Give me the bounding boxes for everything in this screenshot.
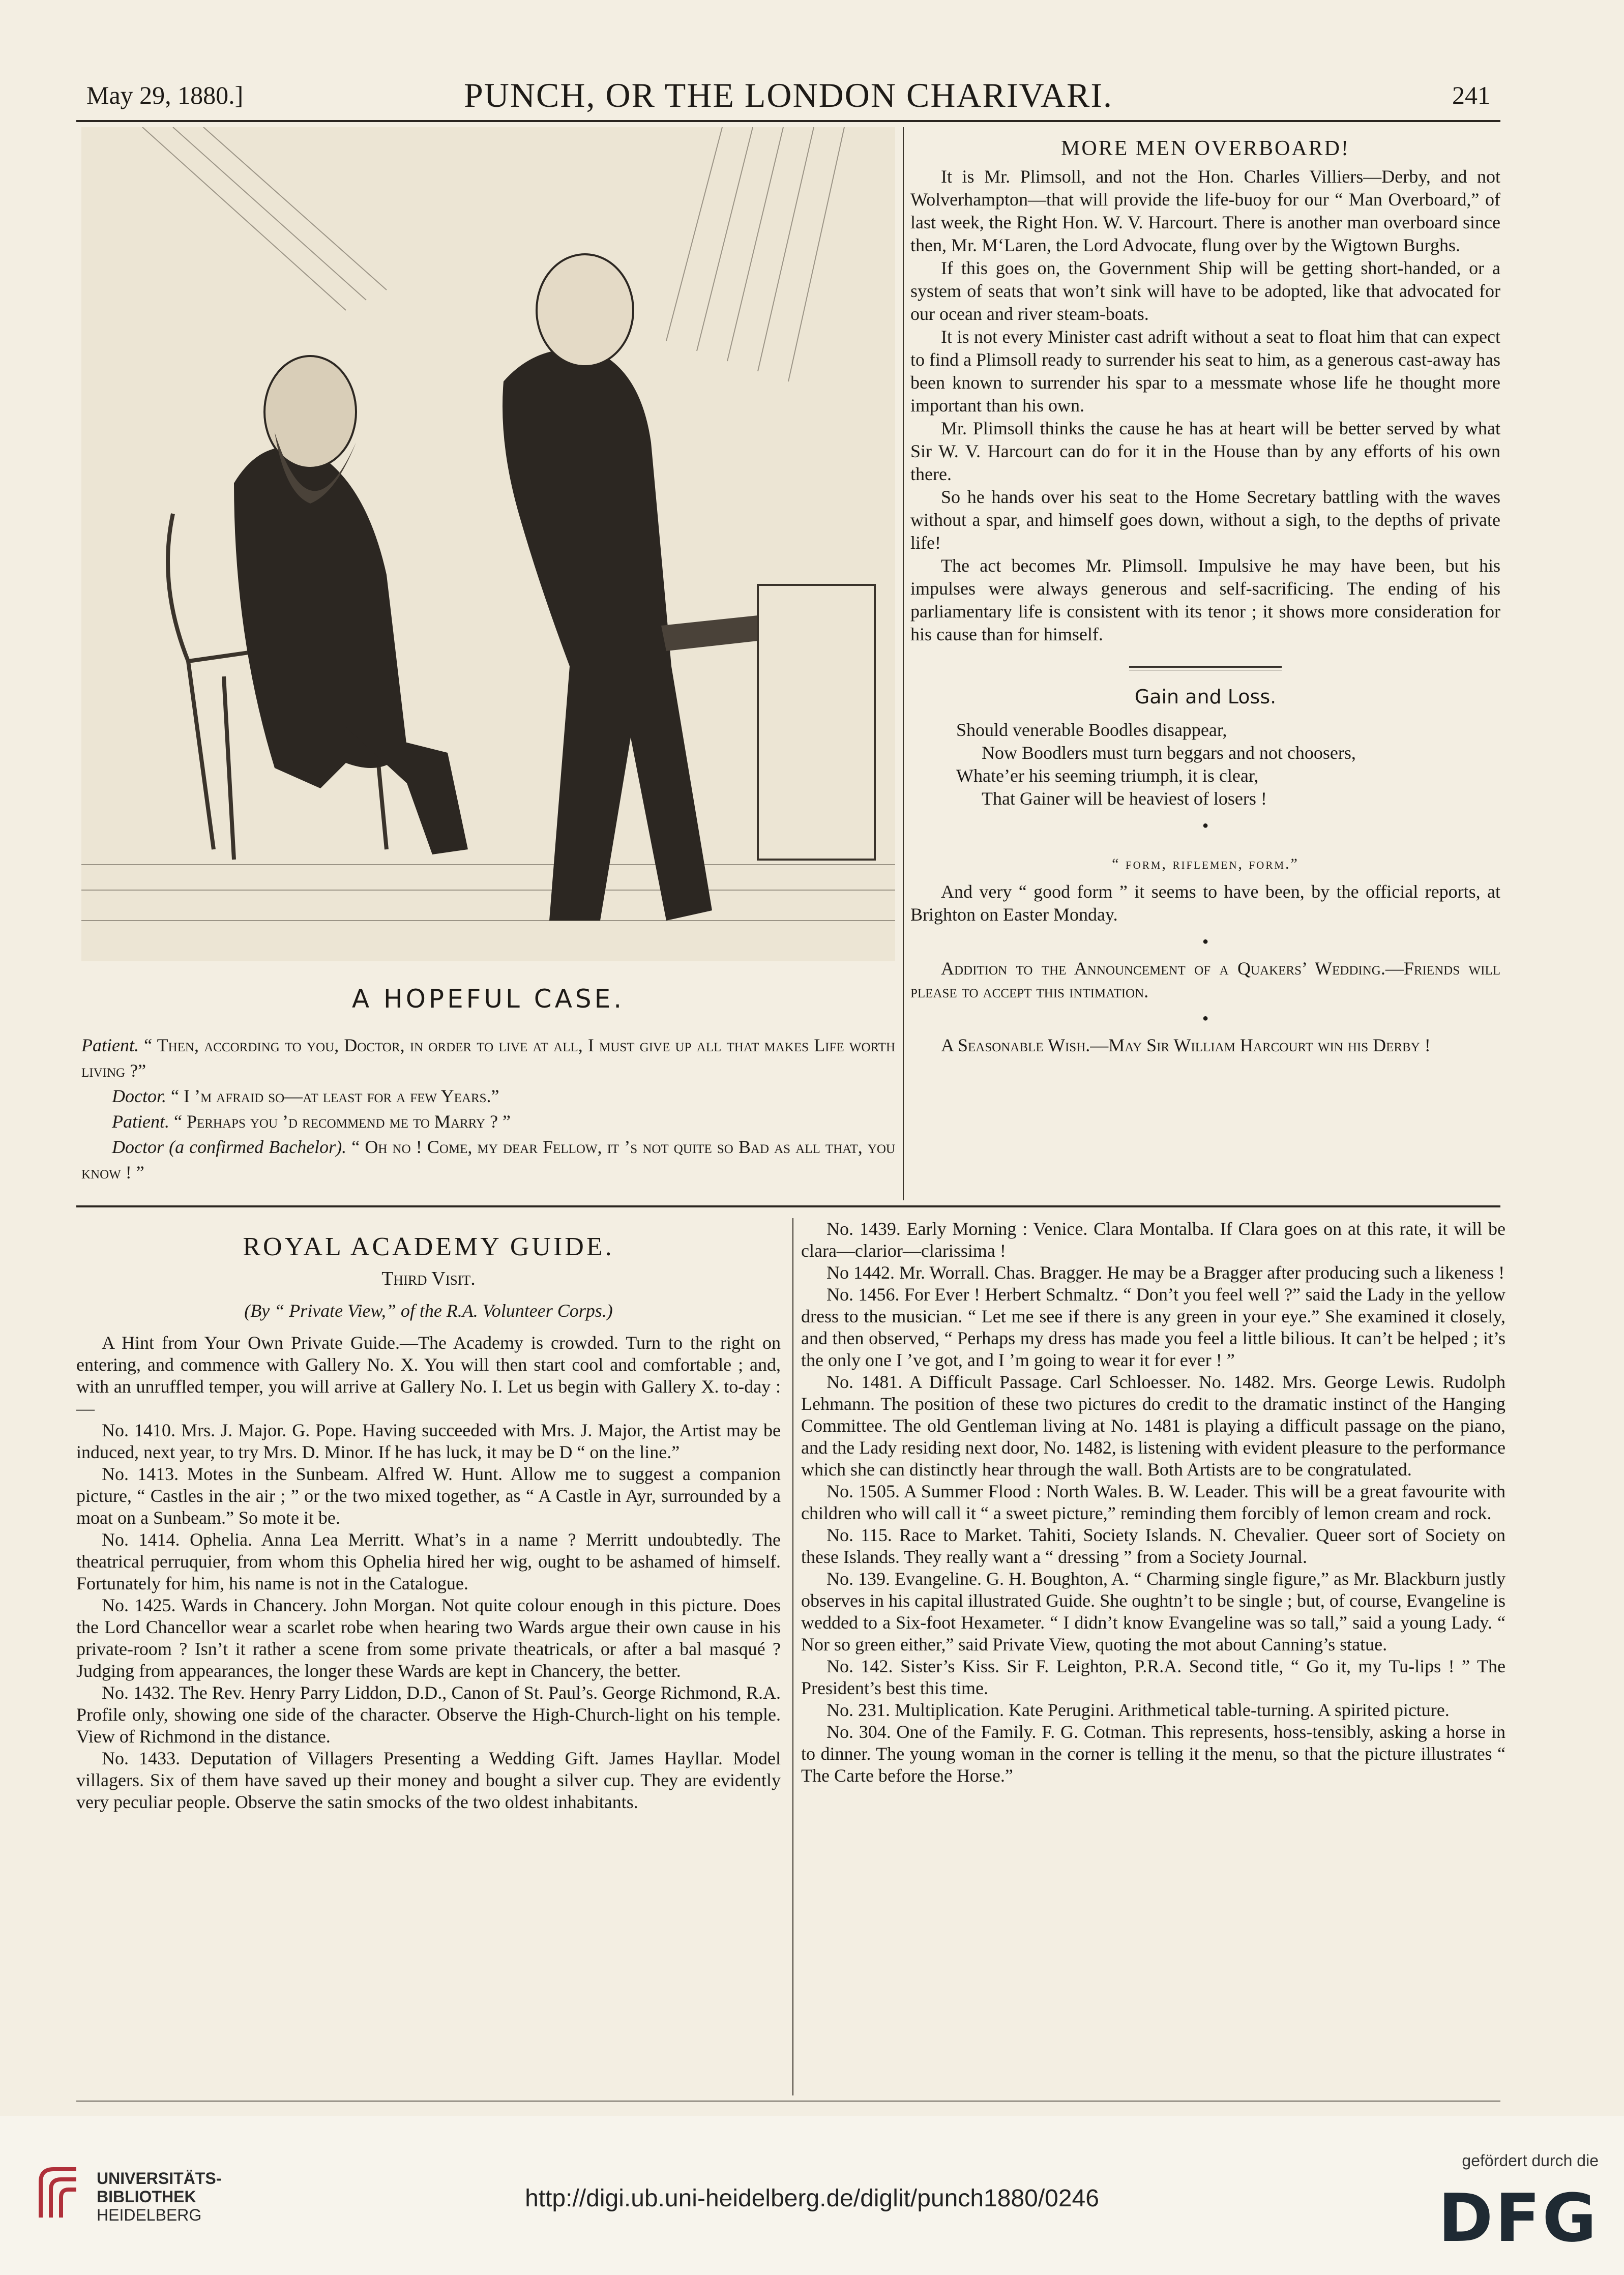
right-column [910,127,1500,1057]
poem-line: Whate’er his seeming triumph, it is clear, [956,765,1259,786]
section-rule [1129,666,1282,670]
academy-paragraph: No. 231. Multiplication. Kate Perugini. Arithmetical table-turning. A spirited picture. [826,1700,1450,1720]
academy-paragraph: No. 115. Race to Market. Tahiti, Society Islands. N. Chevalier. Queer sort of Society on these Islands. They really want a “ dressing ” from a Society Journal. [801,1525,1505,1567]
separator-dot: ● [1202,936,1209,947]
separator-dot: ● [1202,820,1209,831]
poem-line: That Gainer will be heaviest of losers ! [982,788,1267,809]
wish-paragraph: A Seasonable Wish.—May Sir William Harcourt win his Derby ! [941,1035,1431,1055]
issue-date: May 29, 1880.] [86,81,244,109]
academy-paragraph: No. 139. Evangeline. G. H. Boughton, A. “ Charming single figure,” as Mr. Blackburn justly observes in his capital illustrated Guide. She oughtn’t to be single ; but, of course, Evangeline is wedded to a Six-foot Hexameter. “ I didn’t know Evangeline was so tall,” said a young Lady. “ Nor so green either,” said Private View, quoting the mot about Canning’s statue. [801,1569,1505,1654]
riflemen-title: “ form, riflemen, form.” [1112,855,1299,872]
cartoon-illustration [81,127,895,961]
academy-guide-left [76,1218,781,1813]
library-name: UNIVERSITÄTS- BIBLIOTHEK HEIDELBERG [97,2169,222,2224]
article-paragraph: If this goes on, the Government Ship will be getting short-handed, or a system of seats that won’t sink will have to be adopted, like that advocated for our ocean and river steam-boats. [910,258,1500,324]
academy-paragraph: No. 1481. A Difficult Passage. Carl Schloesser. No. 1482. Mrs. George Lewis. Rudolph Lehmann. The position of these two pictures do credit to the dramatic instinct of the Hanging Committee. The old Gentleman living at No. 1481 is playing a difficult passage on the piano, and the Lady residing next door, No. 1482, is listening with evident pleasure to the performance which she can distinctly hear through the wall. Both Artists are to be congratulated. [801,1372,1505,1480]
permalink-url[interactable]: http://digi.ub.uni-heidelberg.de/diglit/punch1880/0246 [525,2185,1099,2212]
caption-line: Doctor. “ I ’m afraid so—at least for a few Years.” [112,1086,499,1106]
academy-paragraph: No. 1414. Ophelia. Anna Lea Merritt. What’s in a name ? Merritt undoubtedly. The theatrical perruquier, from whom this Ophelia hired her wig, ought to be ashamed of himself. Fortunately for him, his name is not in the Catalogue. [76,1529,781,1593]
dfg-logo: DFG [1438,2179,1599,2257]
page-header [76,71,1500,117]
academy-title: ROYAL ACADEMY GUIDE. [243,1232,614,1261]
article-paragraph: The act becomes Mr. Plimsoll. Impulsive he may have been, but his impulses were always generous and self-sacrificing. The ending of his parliamentary life is consistent with its tenor ; it shows more consideration for his cause than for himself. [910,555,1500,644]
column-rule [903,127,904,1200]
academy-paragraph: No. 1456. For Ever ! Herbert Schmaltz. “ Don’t you feel well ?” said the Lady in the yellow dress to the musician. “ Let me see if there is any green in your eye.” She examined it closely, and then observed, “ Perhaps my dress has made you feel a little bilious. It can’t be helped ; it’s the only one I ’ve got, and I ’m going to wear it for ever ! ” [801,1284,1505,1370]
addition-paragraph: Addition to the Announcement of a Quakers’ Wedding.—Friends will please to accept this intimation. [910,958,1500,1001]
article-title: MORE MEN OVERBOARD! [1060,137,1350,160]
academy-paragraph: No. 1439. Early Morning : Venice. Clara Montalba. If Clara goes on at this rate, it will be clara—clarior—clarissima ! [801,1219,1505,1261]
cartoon-caption [81,1032,895,1185]
poem-title: Gain and Loss. [1134,686,1277,708]
academy-paragraph: No 1442. Mr. Worrall. Chas. Bragger. He may be a Bragger after producing such a likeness ! [826,1262,1505,1283]
article-paragraph: Mr. Plimsoll thinks the cause he has at heart will be better served by what Sir W. V. Harcourt can do for it in the House than by any efforts of his own there. [910,418,1500,484]
caption-line: Patient. “ Perhaps you ’d recommend me to Marry ? ” [112,1111,511,1132]
separator-dot: ● [1202,1013,1209,1024]
masthead-title: PUNCH, OR THE LONDON CHARIVARI. [463,76,1113,114]
academy-visit: Third Visit. [381,1268,476,1289]
academy-paragraph: No. 1413. Motes in the Sunbeam. Alfred W. Hunt. Allow me to suggest a companion picture, “ Castles in the air ; ” or the two mixed together, as “ A Castle in Ayr, surrounded by a moat on a Sunbeam.” So mote it be. [76,1464,781,1528]
academy-paragraph: No. 1433. Deputation of Villagers Presenting a Wedding Gift. James Hayllar. Model villagers. Six of them have saved up their money and bought a silver cup. They are evidently very peculiar people. Observe the satin smocks of the two oldest inhabitants. [76,1748,781,1812]
page-number: 241 [1452,81,1490,109]
academy-paragraph: No. 1410. Mrs. J. Major. G. Pope. Having succeeded with Mrs. J. Major, the Artist may be induced, next year, to try Mrs. D. Minor. If he has luck, it may be D “ on the line.” [76,1420,781,1462]
digitization-footer [0,2116,1624,2275]
article-paragraph: It is Mr. Plimsoll, and not the Hon. Charles Villiers—Derby, and not Wolverhampton—that will provide the life-buoy for our “ Man Overboard,” of last week, the Right Hon. W. V. Harcourt. There is another man overboard since then, Mr. M‘Laren, the Lord Advocate, flung over by the Wigtown Burghs. [910,166,1500,255]
academy-guide-right [801,1218,1505,1787]
poem [956,719,1500,810]
article-paragraph: So he hands over his seat to the Home Secretary battling with the waves without a spar, and himself goes down, without a sigh, to the depths of private life! [910,487,1500,553]
academy-paragraph: No. 304. One of the Family. F. G. Cotman. This represents, hoss-tensibly, asking a horse in to dinner. The young woman in the corner is telling it the menu, so that the picture illustrates “ The Carte before the Horse.” [801,1722,1505,1786]
academy-paragraph: A Hint from Your Own Private Guide.—The Academy is crowded. Turn to the right on entering, and commence with Gallery No. X. You will then start cool and comfortable ; and, with an unruffled temper, you will arrive at Gallery No. I. Let us begin with Gallery X. to-day :— [76,1333,781,1419]
academy-paragraph: No. 1432. The Rev. Henry Parry Liddon, D.D., Canon of St. Paul’s. George Richmond, R.A. Profile only, showing one side of the character. Observe the High-Church-light on his temple. View of Richmond in the distance. [76,1682,781,1747]
academy-byline: (By “ Private View,” of the R.A. Volunteer Corps.) [244,1301,613,1321]
section-divider [76,1205,1500,1207]
funded-by-text: gefördert durch die [1462,2151,1599,2170]
cartoon-title: A HOPEFUL CASE. [351,984,625,1014]
caption-line: Patient. “ Then, according to you, Doctor, in order to live at all, I must give up all that makes Life worth living ?” [81,1035,895,1081]
poem-line: Now Boodlers must turn beggars and not choosers, [982,743,1356,763]
header-rule [76,120,1500,122]
page-bottom-rule [76,2101,1500,2102]
poem-line: Should venerable Boodles disappear, [956,720,1227,740]
column-rule [792,1218,793,2095]
academy-paragraph: No. 142. Sister’s Kiss. Sir F. Leighton, P.R.A. Second title, “ Go it, my Tu-lips ! ” The President’s best this time. [801,1656,1505,1698]
academy-paragraph: No. 1425. Wards in Chancery. John Morgan. Not quite colour enough in this picture. Does the Lord Chancellor wear a scarlet robe when hearing two Wards argue their own cause in his private-room ? Isn’t it rather a scene from some private theatricals, or after a bal masqué ? Judging from appearances, the longer these Wards are kept in Chancery, the better. [76,1595,781,1681]
article-paragraph: It is not every Minister cast adrift without a seat to float him that can expect to find a Plimsoll ready to surrender his seat to him, as a generous cast-away has been known to surrender his spar to a messmate whose life he thought more important than his own. [910,327,1500,416]
caption-line: Doctor (a confirmed Bachelor). “ Oh no ! Come, my dear Fellow, it ’s not quite so Bad as all that, you know ! ” [81,1137,895,1183]
academy-paragraph: No. 1505. A Summer Flood : North Wales. B. W. Leader. This will be a great favourite with children who will call it “ a sweet picture,” reminding them forcibly of lemon cream and rock. [801,1481,1505,1523]
riflemen-paragraph: And very “ good form ” it seems to have been, by the official reports, at Brighton on Easter Monday. [910,881,1500,925]
